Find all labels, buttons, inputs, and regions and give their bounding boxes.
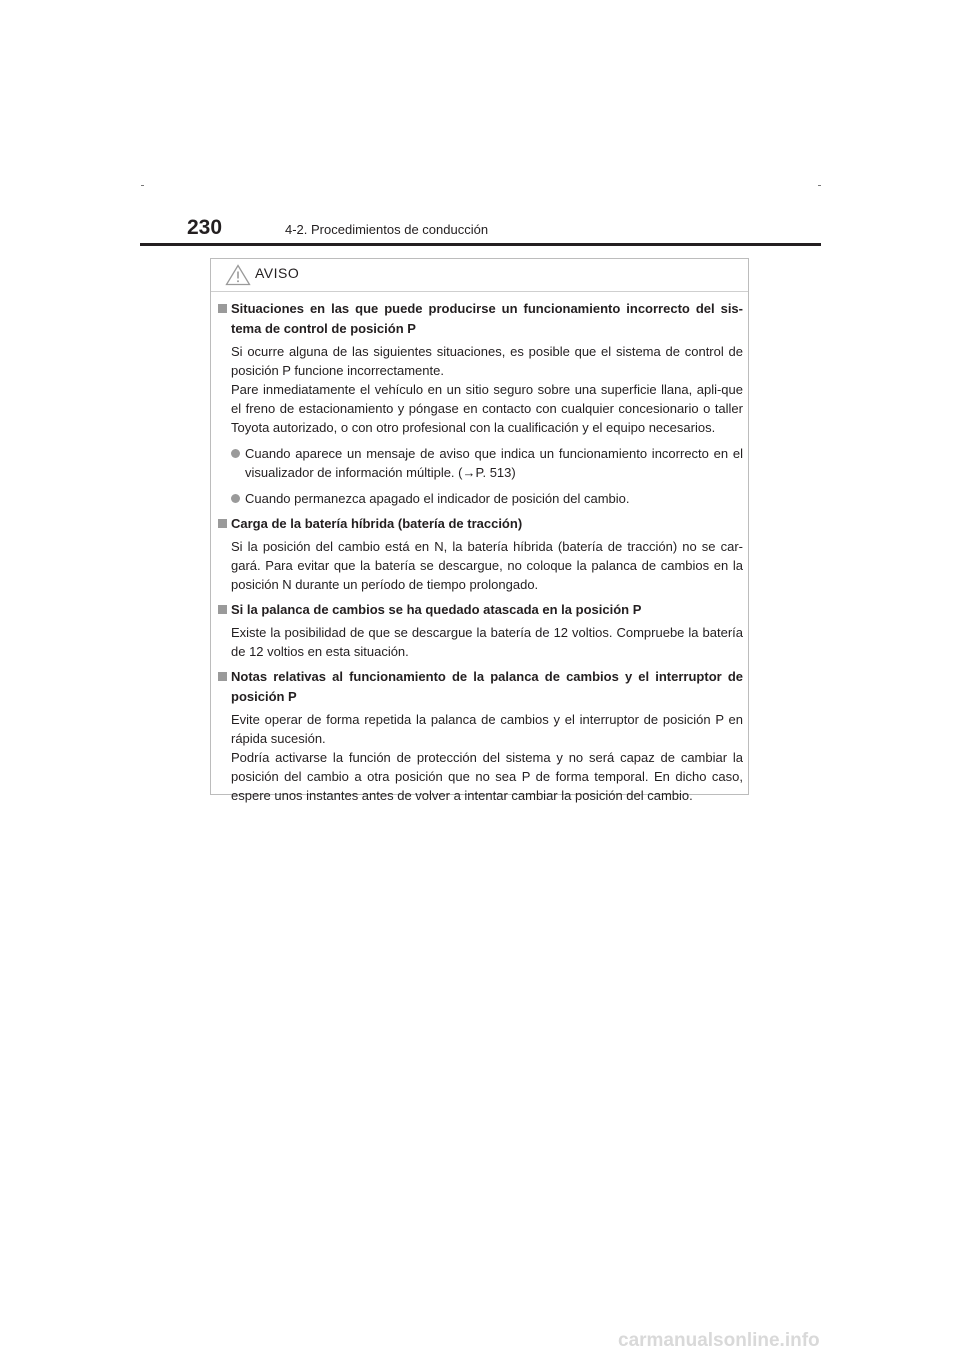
item-paragraph: Podría activarse la función de protección del sistema y no será capaz de cambiar la posición del cambio a otra posición que no sea P de forma temporal. En dicho caso, espere unos instantes antes de volver a intentar cambiar la posición del cambio. xyxy=(231,750,743,803)
page-number: 230 xyxy=(187,216,223,239)
sub-bullet-item: Cuando permanezca apagado el indicador de posición del cambio. xyxy=(231,489,743,508)
item-heading: Carga de la batería híbrida (batería de tracción) xyxy=(216,514,743,534)
warning-notice-box xyxy=(210,258,749,803)
page-header xyxy=(140,212,821,248)
square-bullet-icon xyxy=(218,304,227,313)
notice-content xyxy=(216,299,743,811)
watermark-text: carmanualsonline.info xyxy=(618,1330,820,1351)
square-bullet-icon xyxy=(218,519,227,528)
crop-mark-right xyxy=(818,185,821,186)
sub-bullet-item: Cuando aparece un mensaje de aviso que indica un funcionamiento incorrecto en el visualizador de información múltiple. (→P. 513) xyxy=(231,444,743,482)
notice-item xyxy=(216,299,743,508)
crop-mark-left xyxy=(141,185,144,186)
notice-item xyxy=(216,600,743,661)
item-paragraph: Si ocurre alguna de las siguientes situaciones, es posible que el sistema de control de posición P funcione incorrectamente. xyxy=(231,344,743,378)
item-paragraph: Existe la posibilidad de que se descargue la batería de 12 voltios. Compruebe la batería de 12 voltios en esta situación. xyxy=(231,625,743,659)
item-paragraph: Si la posición del cambio está en N, la batería híbrida (batería de tracción) no se car-gará. Para evitar que la batería se descargue, no coloque la palanca de cambios en la posición N durante un período de tiempo prolongado. xyxy=(231,539,743,592)
item-heading: Notas relativas al funcionamiento de la palanca de cambios y el interruptor de posición P xyxy=(216,667,743,707)
item-paragraph: Evite operar de forma repetida la palanca de cambios y el interruptor de posición P en rápida sucesión. xyxy=(231,712,743,746)
notice-item xyxy=(216,514,743,594)
circle-bullet-icon xyxy=(231,494,240,503)
square-bullet-icon xyxy=(218,672,227,681)
notice-item xyxy=(216,667,743,805)
section-title: 4-2. Procedimientos de conducción xyxy=(285,222,489,237)
notice-header-divider xyxy=(211,291,748,292)
header-rule xyxy=(140,243,821,246)
item-heading: Si la palanca de cambios se ha quedado atascada en la posición P xyxy=(216,600,743,620)
item-paragraph: Pare inmediatamente el vehículo en un sitio seguro sobre una superficie llana, apli-que el freno de estacionamiento y póngase en contacto con cualquier concesionario o taller Toyota autorizado, o con otro profesional con la cualificación y el equipo necesarios. xyxy=(231,382,743,435)
notice-title: AVISO xyxy=(255,265,300,281)
item-heading: Situaciones en las que puede producirse un funcionamiento incorrecto del sis-tema de control de posición P xyxy=(216,299,743,339)
warning-triangle-icon xyxy=(225,264,251,286)
circle-bullet-icon xyxy=(231,449,240,458)
notice-header xyxy=(211,259,748,291)
square-bullet-icon xyxy=(218,605,227,614)
